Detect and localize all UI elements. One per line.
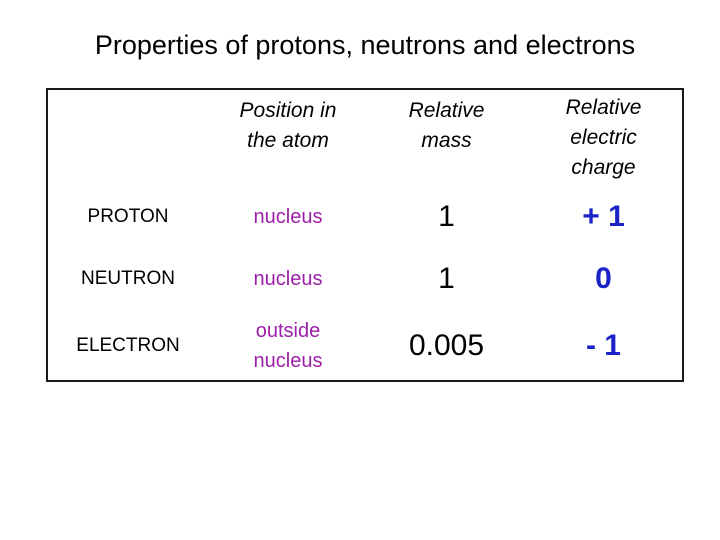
charge-value: 0 — [595, 262, 612, 295]
header-position: Position in the atom — [239, 99, 337, 152]
particle-name: NEUTRON — [81, 268, 175, 289]
mass-value: 0.005 — [408, 329, 485, 362]
table-row — [48, 248, 682, 310]
charge-value: + 1 — [582, 200, 625, 233]
table-row — [48, 186, 682, 248]
mass-value: 1 — [438, 200, 455, 233]
position-value: nucleus — [253, 268, 323, 290]
position-value: nucleus — [253, 206, 323, 228]
table-row — [48, 310, 682, 382]
charge-value: - 1 — [585, 329, 621, 362]
particle-name: ELECTRON — [76, 335, 180, 356]
page-title: Properties of protons, neutrons and electrons — [94, 30, 636, 60]
particle-name: PROTON — [87, 206, 169, 227]
properties-table-grid — [48, 90, 682, 382]
header-mass: Relative mass — [408, 99, 485, 152]
header-charge: Relative electric charge — [565, 96, 642, 179]
header-cell-empty — [48, 90, 208, 186]
header-row — [48, 90, 682, 186]
mass-value: 1 — [438, 262, 455, 295]
position-value: outside nucleus — [253, 320, 323, 372]
properties-table — [46, 88, 684, 382]
